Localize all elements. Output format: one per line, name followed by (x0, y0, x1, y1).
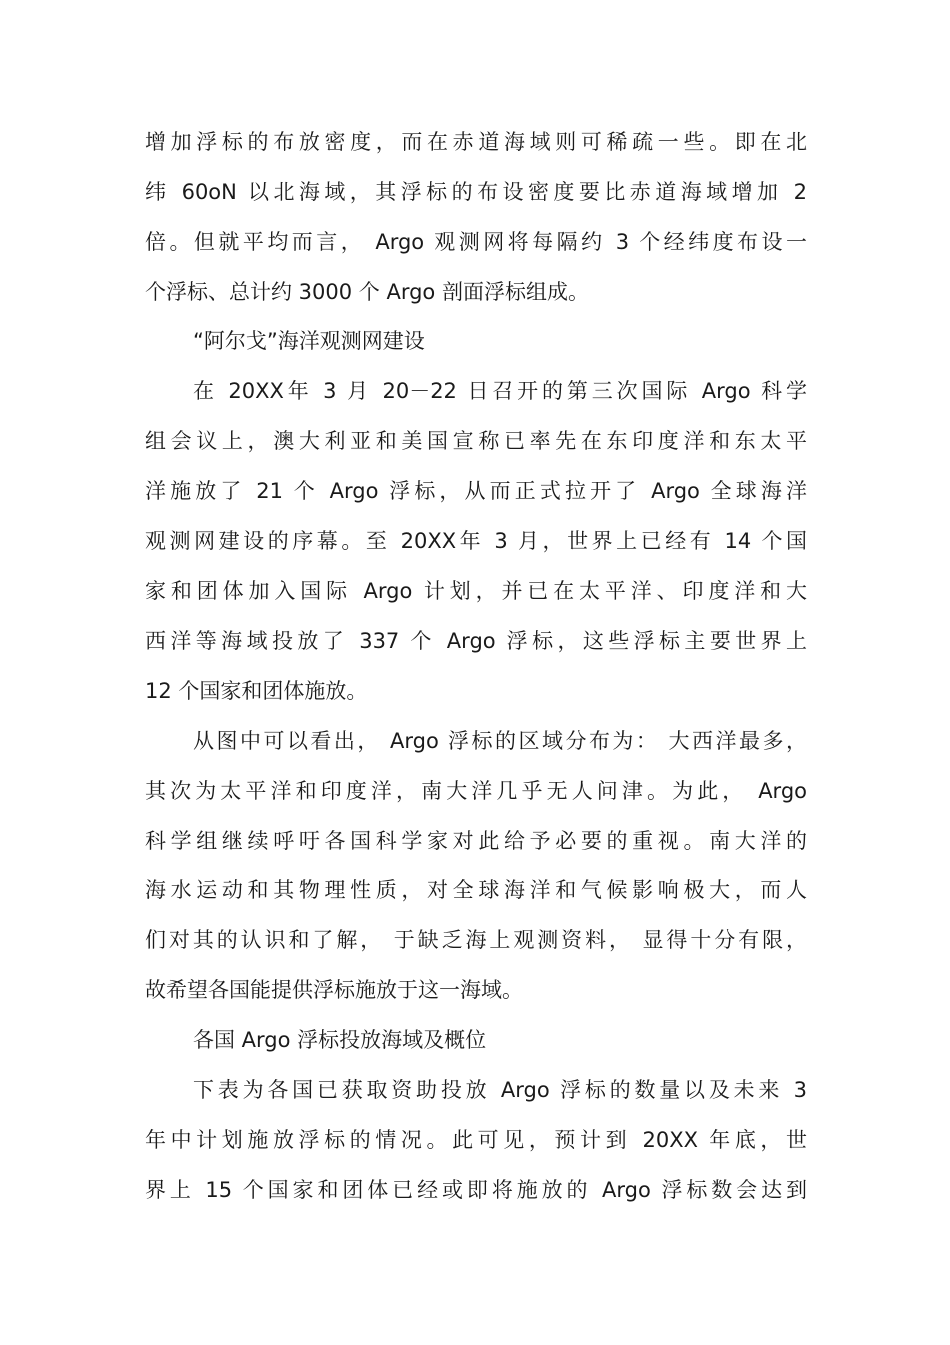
section-heading: “阿尔戈”海洋观测网建设 (193, 329, 425, 353)
text-line: 其次为太平洋和印度洋，南大洋几乎无人问津。为此， Argo (145, 779, 807, 803)
text-line: 下表为各国已获取资助投放 Argo 浮标的数量以及未来 3 (193, 1078, 807, 1102)
text-line: 海水运动和其物理性质，对全球海洋和气候影响极大，而人 (145, 878, 807, 902)
section-heading: 各国 Argo 浮标投放海域及概位 (193, 1028, 487, 1052)
text-line: 纬 60oN 以北海域，其浮标的布设密度要比赤道海域增加 2 (145, 180, 807, 204)
text-line: 科学组继续呼吁各国科学家对此给予必要的重视。南大洋的 (145, 829, 807, 853)
text-line: 倍。但就平均而言， Argo 观测网将每隔约 3 个经纬度布设一 (145, 230, 807, 254)
text-line: 在 20XX年 3 月 20－22 日召开的第三次国际 Argo 科学 (193, 379, 807, 403)
text-line: 界上 15 个国家和团体已经或即将施放的 Argo 浮标数会达到 (145, 1178, 807, 1202)
text-line: 个浮标、总计约 3000 个 Argo 剖面浮标组成。 (145, 280, 589, 304)
text-line: 洋施放了 21 个 Argo 浮标，从而正式拉开了 Argo 全球海洋 (145, 479, 807, 503)
text-line: 家和团体加入国际 Argo 计划，并已在太平洋、印度洋和大 (145, 579, 807, 603)
text-line: 故希望各国能提供浮标施放于这一海域。 (145, 978, 523, 1002)
text-line: 年中计划施放浮标的情况。此可见，预计到 20XX 年底，世 (145, 1128, 807, 1152)
text-line: 西洋等海域投放了 337 个 Argo 浮标，这些浮标主要世界上 (145, 629, 807, 653)
text-line: 观测网建设的序幕。至 20XX年 3 月，世界上已经有 14 个国 (145, 529, 807, 553)
text-line: 增加浮标的布放密度，而在赤道海域则可稀疏一些。即在北 (145, 130, 807, 154)
text-line: 们对其的认识和了解， 于缺乏海上观测资料， 显得十分有限， (145, 928, 807, 952)
text-line: 组会议上，澳大利亚和美国宣称已率先在东印度洋和东太平 (145, 429, 807, 453)
text-line: 从图中可以看出， Argo 浮标的区域分布为： 大西洋最多， (193, 729, 807, 753)
text-line: 12 个国家和团体施放。 (145, 679, 368, 703)
